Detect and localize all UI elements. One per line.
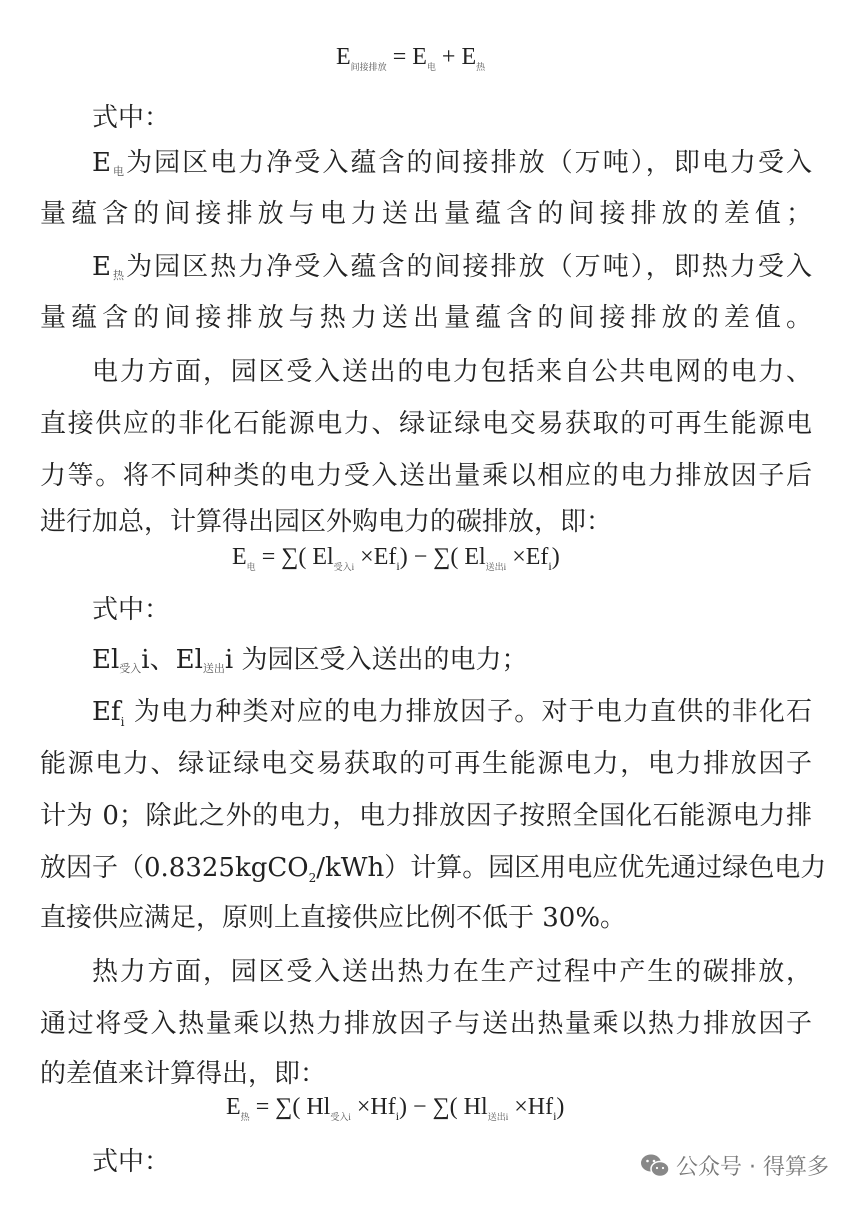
formula-heat-emission: $E_热$ = ∑( $Hl_{受入i} \times Hf_i$) − ∑( $Hl_{送出i} \times Hf_i$) [226,1094,565,1123]
text-line: 力等。将不同种类的电力受入送出量乘以相应的电力排放因子后 [40,461,812,491]
text-line: 直接供应的非化石能源电力、绿证绿电交易获取的可再生能源电 [40,409,812,439]
text-line: 计为 0；除此之外的电力，电力排放因子按照全国化石能源电力排 [40,801,812,831]
watermark-text: 公众号 · 得算多 [676,1155,829,1180]
text-line: 的差值来计算得出，即： [40,1059,327,1089]
wechat-icon [640,1153,670,1179]
text-line: 进行加总，计算得出园区外购电力的碳排放，即： [40,507,613,537]
definition-ef: $Ef_i$ 为电力种类对应的电力排放因子。对于电力直供的非化石 [92,697,812,729]
definition-el: El受入i、El送出i 为园区受入送出的电力； [92,645,528,675]
text-line: 电力方面，园区受入送出的电力包括来自公共电网的电力、 [92,357,812,387]
text-line: 能源电力、绿证绿电交易获取的可再生能源电力，电力排放因子 [40,749,812,779]
where-label: 式中： [92,1147,171,1177]
text-line: 通过将受入热量乘以热力排放因子与送出热量乘以热力排放因子 [40,1009,812,1039]
definition-e-heat: E热为园区热力净受入蕴含的间接排放（万吨），即热力受入 [92,252,812,282]
text-line: 放因子（0.8325kgCO$_2$/kWh）计算。园区用电应优先通过绿色电力 [40,853,827,885]
text-line: 直接供应满足，原则上直接供应比例不低于 30%。 [40,903,627,933]
where-label: 式中： [92,595,171,625]
definition-e-electric: E电为园区电力净受入蕴含的间接排放（万吨），即电力受入 [92,148,812,178]
text-line: 量蕴含的间接排放与电力送出量蕴含的间接排放的差值； [40,199,812,229]
formula-electric-emission: $E_电$ = ∑( $El_{受入i} \times Ef_i$) − ∑( $El_{送出i} \times Ef_i$) [232,544,560,573]
formula-indirect-emission: $E_{间接排放} = E_电 + E_热$ [336,44,486,72]
text-line: 热力方面，园区受入送出热力在生产过程中产生的碳排放， [92,957,812,987]
watermark [640,1150,829,1181]
text-line: 量蕴含的间接排放与热力送出量蕴含的间接排放的差值。 [40,303,812,333]
where-label: 式中： [92,103,171,133]
